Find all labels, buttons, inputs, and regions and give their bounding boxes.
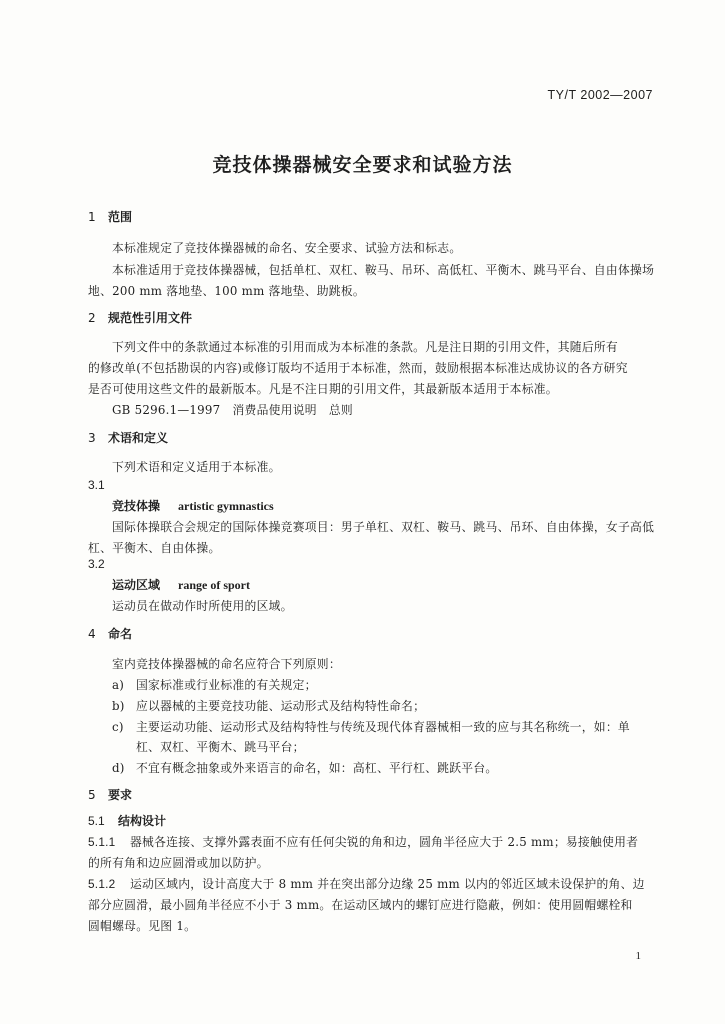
subsection-5-1-title: 结构设计 xyxy=(118,814,167,828)
list-item-continuation: 杠、双杠、平衡木、跳马平台； xyxy=(136,740,305,754)
s4-paragraph-1: 室内竞技体操器械的命名应符合下列原则： xyxy=(112,657,341,671)
section-2-title: 规范性引用文件 xyxy=(108,311,193,325)
section-1-number: 1 xyxy=(88,210,96,224)
list-item-text: 国家标准或行业标准的有关规定； xyxy=(136,678,317,692)
s1-paragraph-1: 本标准规定了竞技体操器械的命名、安全要求、试验方法和标志。 xyxy=(112,241,462,255)
clause-5-1-1-line-1 xyxy=(88,833,638,850)
page-number: 1 xyxy=(635,950,641,962)
section-1-title: 范围 xyxy=(108,210,133,224)
s2-paragraph-line-3: 是否可使用这些文件的最新版本。凡是不注日期的引用文件，其最新版本适用于本标准。 xyxy=(88,382,558,396)
section-5-title: 要求 xyxy=(108,788,133,802)
section-3-heading xyxy=(88,429,168,446)
section-1-heading xyxy=(88,208,132,225)
term-3-1-heading xyxy=(112,497,274,514)
subsection-5-1-number: 5.1 xyxy=(88,814,105,828)
s2-normative-reference: GB 5296.1—1997 消费品使用说明 总则 xyxy=(112,403,353,417)
term-3-2-heading xyxy=(112,576,250,593)
list-item-text: 主要运动功能、运动形式及结构特性与传统及现代体育器械相一致的应与其名称统一，如：单 xyxy=(136,720,630,734)
list-item-text: 不宜有概念抽象或外来语言的命名，如：高杠、平行杠、跳跃平台。 xyxy=(136,761,498,775)
section-4-heading xyxy=(88,625,132,642)
term-3-1-en: artistic gymnastics xyxy=(178,499,274,513)
section-5-number: 5 xyxy=(88,788,96,802)
clause-5-1-2-line-3: 圆帽螺母。见图 1。 xyxy=(88,919,197,933)
clause-5-1-2-text: 运动区域内，设计高度大于 8 mm 并在突出部分边缘 25 mm 以内的邻近区域未设保护的角、边 xyxy=(130,877,645,891)
section-5-heading xyxy=(88,786,132,803)
term-3-1-definition-line-1: 国际体操联合会规定的国际体操竞赛项目：男子单杠、双杠、鞍马、跳马、吊环、自由体操，女子高低 xyxy=(112,520,655,534)
clause-5-1-2-line-2: 部分应圆滑，最小圆角半径应不小于 3 mm。在运动区域内的螺钉应进行隐蔽，例如：使用圆帽螺栓和 xyxy=(88,898,633,912)
clause-5-1-2-number: 5.1.2 xyxy=(88,877,116,891)
document-title: 竞技体操器械安全要求和试验方法 xyxy=(212,154,513,176)
section-3-title: 术语和定义 xyxy=(108,431,169,445)
standard-number: TY/T 2002—2007 xyxy=(547,88,653,102)
term-3-1-zh: 竞技体操 xyxy=(112,499,161,513)
list-item xyxy=(112,676,317,693)
term-3-2-number: 3.2 xyxy=(88,557,105,571)
term-3-1-number: 3.1 xyxy=(88,478,105,492)
list-item xyxy=(112,718,630,735)
s3-paragraph-1: 下列术语和定义适用于本标准。 xyxy=(112,460,281,474)
section-4-number: 4 xyxy=(88,627,96,641)
section-3-number: 3 xyxy=(88,431,96,445)
clause-5-1-1-text: 器械各连接、支撑外露表面不应有任何尖锐的角和边，圆角半径应大于 2.5 mm；易接触使用者 xyxy=(130,835,639,849)
list-item xyxy=(112,759,497,776)
section-4-title: 命名 xyxy=(108,627,133,641)
clause-5-1-1-number: 5.1.1 xyxy=(88,835,116,849)
clause-5-1-1-line-2: 的所有角和边应圆滑或加以防护。 xyxy=(88,856,269,870)
clause-5-1-2-line-1 xyxy=(88,875,645,892)
s2-paragraph-line-2: 的修改单(不包括勘误的内容)或修订版均不适用于本标准，然而，鼓励根据本标准达成协议的各方研究 xyxy=(88,361,628,375)
list-item-text: 应以器械的主要竞技功能、运动形式及结构特性命名； xyxy=(136,699,426,713)
section-2-number: 2 xyxy=(88,311,96,325)
s1-paragraph-2-line-1: 本标准适用于竞技体操器械，包括单杠、双杠、鞍马、吊环、高低杠、平衡木、跳马平台、自由体操场 xyxy=(112,263,655,277)
list-marker: a) xyxy=(112,678,125,692)
section-2-heading xyxy=(88,309,192,326)
list-marker: b) xyxy=(112,699,125,713)
s2-paragraph-line-1: 下列文件中的条款通过本标准的引用而成为本标准的条款。凡是注日期的引用文件，其随后所有 xyxy=(112,340,618,354)
list-item xyxy=(112,697,425,714)
list-marker: c) xyxy=(112,720,124,734)
term-3-2-en: range of sport xyxy=(178,578,251,592)
s1-paragraph-2-line-2: 地、200 mm 落地垫、100 mm 落地垫、助跳板。 xyxy=(88,284,365,298)
term-3-2-definition: 运动员在做动作时所使用的区域。 xyxy=(112,599,293,613)
term-3-1-definition-line-2: 杠、平衡木、自由体操。 xyxy=(88,541,221,555)
list-marker: d) xyxy=(112,761,125,775)
subsection-5-1-heading xyxy=(88,812,166,829)
term-3-2-zh: 运动区域 xyxy=(112,578,161,592)
